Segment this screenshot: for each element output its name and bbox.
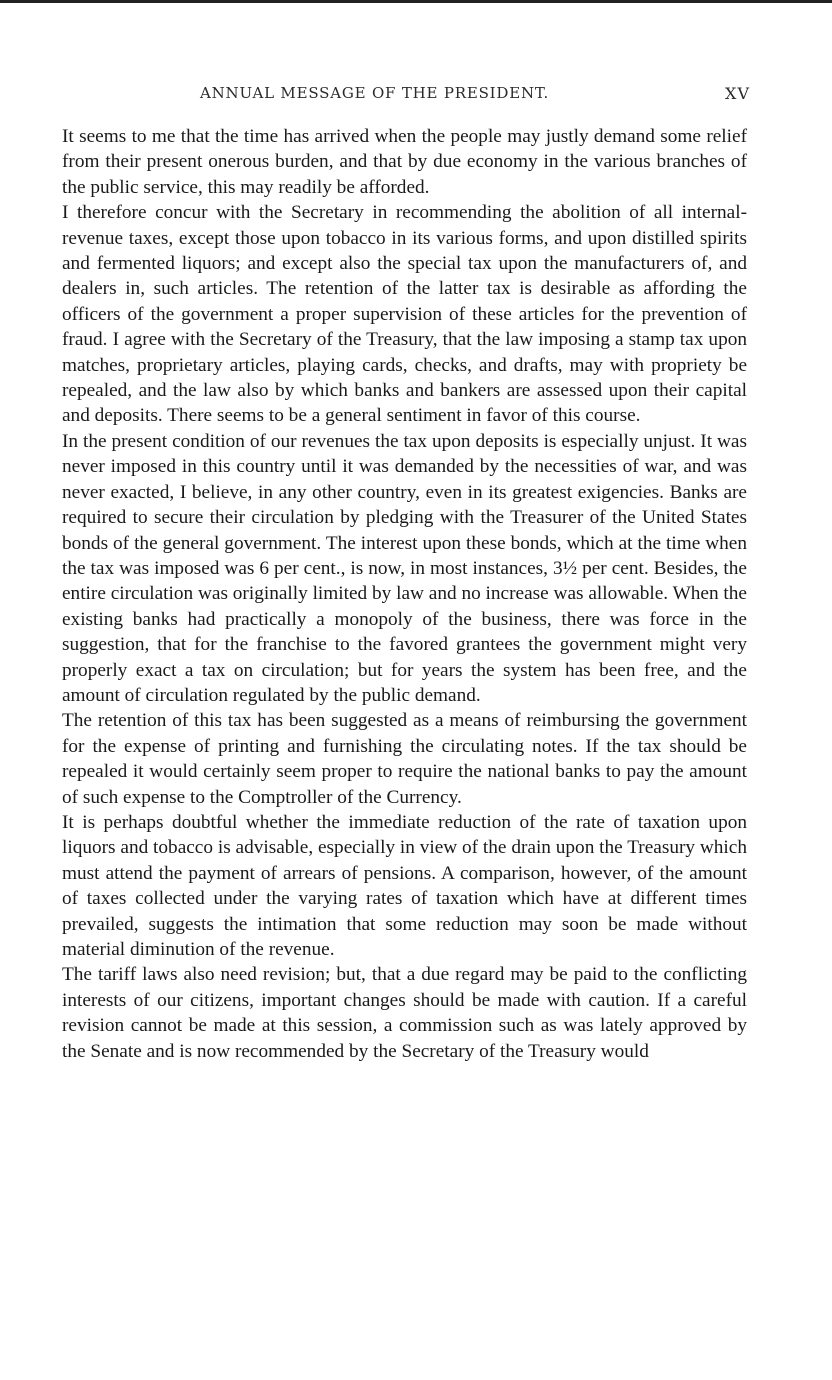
page-top-rule	[0, 0, 832, 3]
paragraph: It is perhaps doubtful whether the immediate reduction of the rate of taxation upon liquors and tobacco is advisable, especially in view of the drain upon the Treasury which must attend the payment of arrears of pensions. A comparison, however, of the amount of taxes collected under the varying rates of taxation which have at different times prevailed, suggests the intimation that some reduction may soon be made without material diminution of the revenue.	[62, 811, 747, 960]
body-text	[62, 124, 747, 1064]
paragraph: It seems to me that the time has arrived when the people may justly demand some relief from their present onerous burden, and that by due economy in the various branches of the public service, this may readily be afforded.	[62, 126, 747, 198]
paragraph: The tariff laws also need revision; but, that a due regard may be paid to the conflicting interests of our citizens, important changes should be made with caution. If a careful revision cannot be made at this session, a commission such as was lately approved by the Senate and is now recommended by the Secretary of the Treasury would	[62, 964, 747, 1062]
page-header	[60, 84, 750, 108]
running-head: ANNUAL MESSAGE OF THE PRESIDENT.	[200, 84, 550, 102]
paragraph: I therefore concur with the Secretary in recommending the abolition of all internal-revenue taxes, except those upon tobacco in its various forms, and upon distilled spirits and fermented liquors; and except also the special tax upon the manufacturers of, and dealers in, such articles. The retention of the latter tax is desirable as affording the officers of the government a proper supervision of these articles for the prevention of fraud. I agree with the Secretary of the Treasury, that the law imposing a stamp tax upon matches, proprietary articles, playing cards, checks, and drafts, may with propriety be repealed, and the law also by which banks and bankers are assessed upon their capital and deposits. There seems to be a general sentiment in favor of this course.	[62, 202, 747, 427]
paragraph: In the present condition of our revenues the tax upon deposits is especially unjust. It was never imposed in this country until it was demanded by the necessities of war, and was never exacted, I believe, in any other country, even in its greatest exigencies. Banks are required to secure their circulation by pledging with the Treasurer of the United States bonds of the general government. The interest upon these bonds, which at the time when the tax was imposed was 6 per cent., is now, in most instances, 3½ per cent. Besides, the entire circulation was originally limited by law and no increase was allowable. When the existing banks had practically a monopoly of the business, there was force in the suggestion, that for the franchise to the favored grantees the government might very properly exact a tax on circulation; but for years the system has been free, and the amount of circulation regulated by the public demand.	[62, 430, 747, 706]
page-number: XV	[725, 84, 750, 103]
paragraph: The retention of this tax has been suggested as a means of reimbursing the government for the expense of printing and furnishing the circulating notes. If the tax should be repealed it would certainly seem proper to require the national banks to pay the amount of such expense to the Comptroller of the Currency.	[62, 710, 747, 808]
